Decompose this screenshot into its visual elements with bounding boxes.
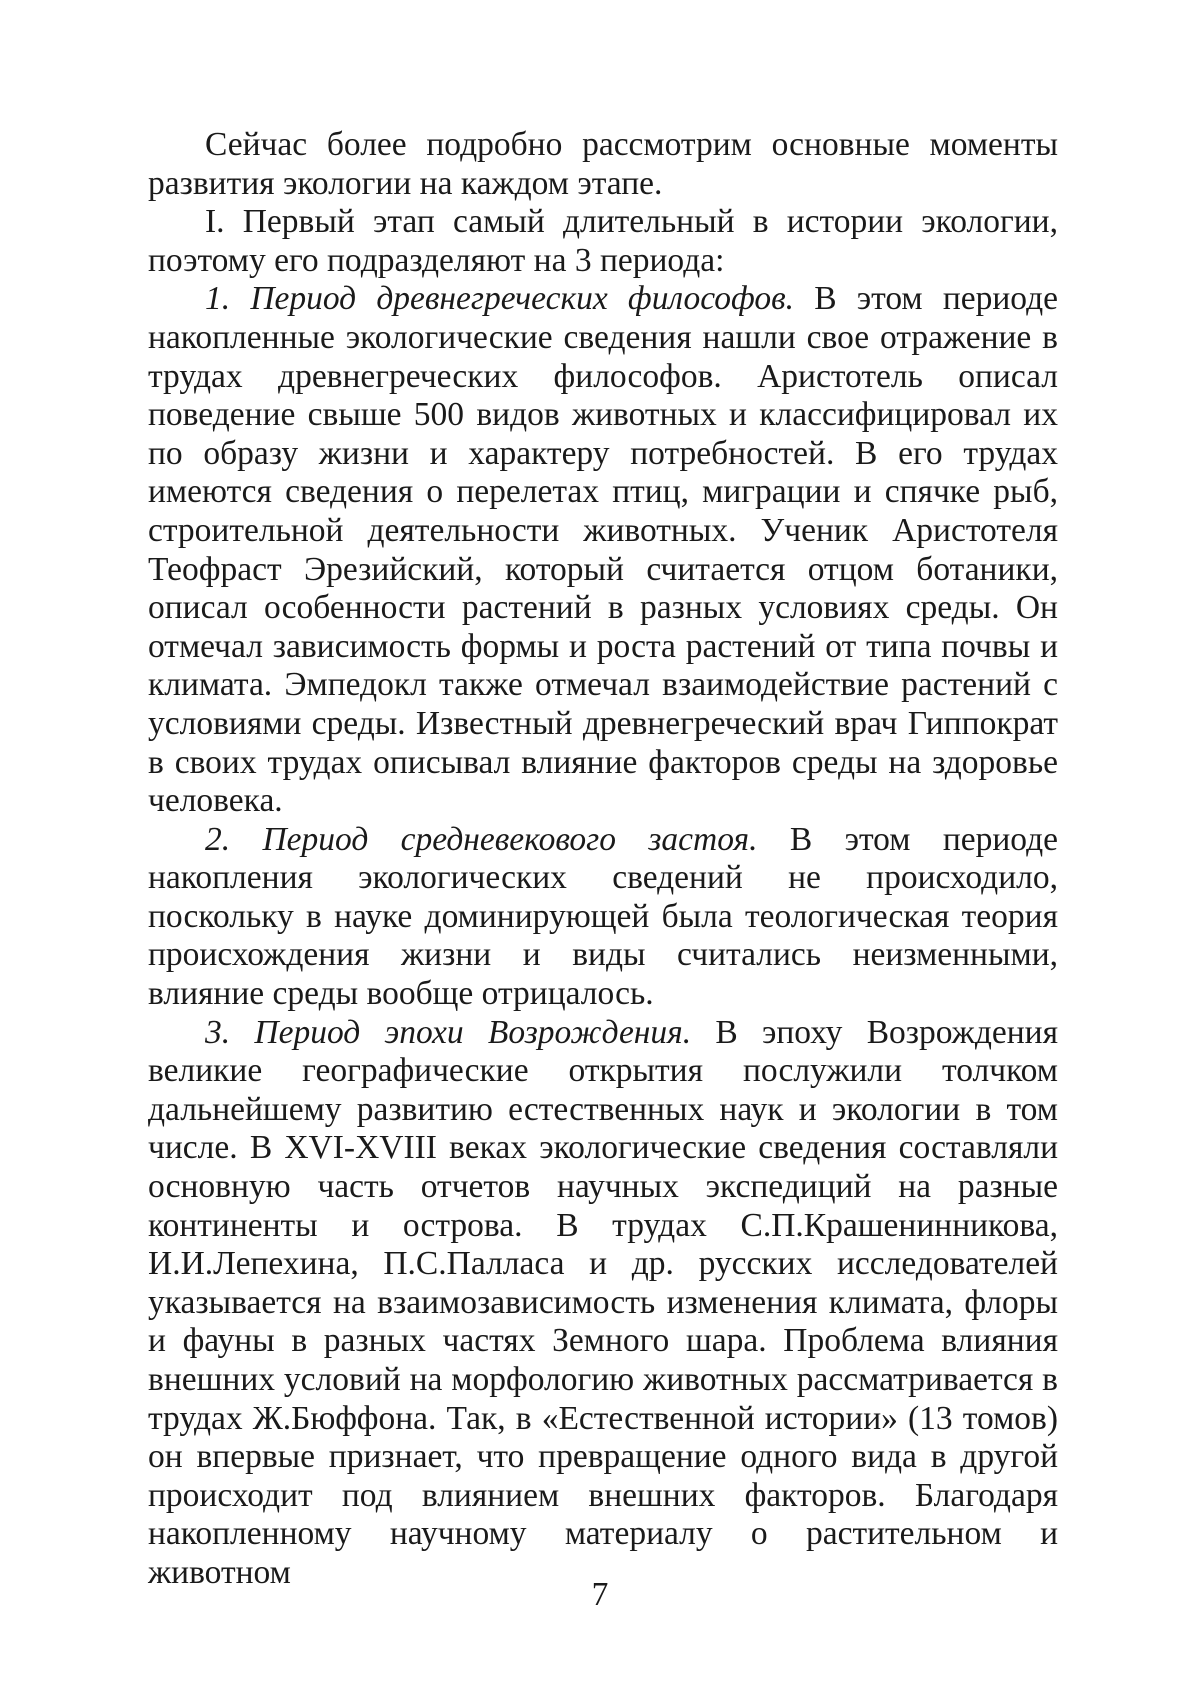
page-number: 7 (591, 1576, 609, 1613)
paragraph-lead-italic: 2. Период средневекового застоя. (205, 820, 758, 858)
paragraph-lead-italic: 3. Период эпохи Возрождения. (205, 1013, 692, 1051)
paragraph-stage-one (148, 203, 1058, 280)
paragraph-renaissance-period (148, 1014, 1058, 1593)
paragraph-intro (148, 126, 1058, 203)
paragraph-ancient-greek-period-text: В этом периоде накопленные экологические сведения нашли свое отражение в трудах древнегреческих философов. Аристотель описал поведение свыше 500 видов животных и классифицировал их по образу жизни и характеру потребностей. В его трудах имеются сведения о перелетах птиц, миграции и спячке рыб, строительной деятельности животных. Ученик Аристотеля Теофраст Эрезийский, который считается отцом ботаники, описал особенности растений в разных условиях среды. Он отмечал зависимость формы и роста растений от типа почвы и климата. Эмпедокл также отмечал взаимодействие растений с условиями среды. Известный древнегреческий врач Гиппократ в своих трудах описывал влияние факторов среды на здоровье человека. (148, 280, 1058, 820)
body-text (148, 126, 1058, 1593)
paragraph-renaissance-period-text: В эпоху Возрождения великие географические открытия послужили толчком дальнейшему развитию естественных наук и экологии в том числе. В XVI-XVIII веках экологические сведения составляли основную часть отчетов научных экспедиций на разные континенты и острова. В трудах С.П.Крашенинникова, И.И.Лепехина, П.С.Палласа и др. русских исследователей указывается на взаимозависимость изменения климата, флоры и фауны в разных частях Земного шара. Проблема влияния внешних условий на морфологию животных рассматривается в трудах Ж.Бюффона. Так, в «Естественной истории» (13 томов) он впервые признает, что превращение одного вида в другой происходит под влиянием внешних факторов. Благодаря накопленному научному материалу о растительном и животном (148, 1013, 1059, 1591)
paragraph-lead-italic: 1. Период древнегреческих философов. (205, 280, 795, 318)
paragraph-stage-one-text: I. Первый этап самый длительный в истории экологии, поэтому его подразделяют на 3 периода: (148, 203, 1058, 279)
paragraph-ancient-greek-period (148, 280, 1058, 820)
paragraph-medieval-period-text: В этом периоде накопления экологических сведений не происходило, поскольку в науке доминирующей была теологическая теория происхождения жизни и виды считались неизменными, влияние среды вообще отрицалось. (148, 820, 1059, 1013)
paragraph-medieval-period (148, 821, 1058, 1014)
paragraph-intro-text: Сейчас более подробно рассмотрим основные моменты развития экологии на каждом этапе. (148, 126, 1058, 202)
